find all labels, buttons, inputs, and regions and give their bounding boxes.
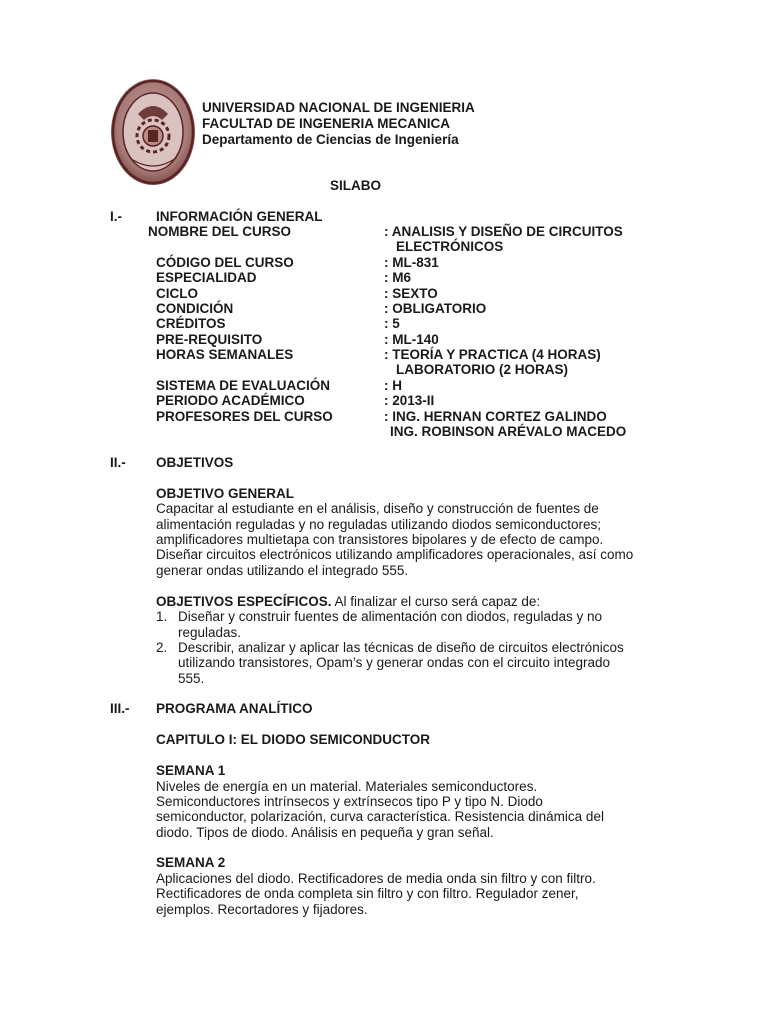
section-1-number: I.- <box>110 209 122 224</box>
field-label: PERIODO ACADÉMICO <box>156 393 305 408</box>
faculty-name: FACULTAD DE INGENERIA MECANICA <box>202 116 450 131</box>
field-value: : ING. HERNAN CORTEZ GALINDO <box>384 409 607 424</box>
field-value-cont: ING. ROBINSON ARÉVALO MACEDO <box>390 424 627 439</box>
list-item-line: Diseñar y construir fuentes de alimentación con diodos, reguladas y no <box>178 609 602 624</box>
week-line: diodo. Tipos de diodo. Análisis en pequeña y gran señal. <box>156 825 494 840</box>
university-seal-icon <box>110 78 196 186</box>
field-label: CICLO <box>156 286 198 301</box>
list-item-line: Describir, analizar y aplicar las técnicas de diseño de circuitos electrónicos <box>178 640 624 655</box>
field-value: : ANALISIS Y DISEÑO DE CIRCUITOS <box>384 224 623 239</box>
general-objective-line: Diseñar circuitos electrónicos utilizando amplificadores operacionales, así como <box>156 547 634 562</box>
week-line: Aplicaciones del diodo. Rectificadores de media onda sin filtro y con filtro. <box>156 871 596 886</box>
field-label: PRE-REQUISITO <box>156 332 263 347</box>
field-value: : 5 <box>384 316 400 331</box>
field-label: NOMBRE DEL CURSO <box>148 224 292 239</box>
week-title: SEMANA 2 <box>156 855 226 870</box>
specific-objectives-title: OBJETIVOS ESPECÍFICOS. <box>156 594 332 609</box>
general-objective-title: OBJETIVO GENERAL <box>156 486 295 501</box>
list-item-line: reguladas. <box>178 625 242 640</box>
specific-objectives-heading <box>156 594 540 609</box>
chapter-title: CAPITULO I: EL DIODO SEMICONDUCTOR <box>156 732 431 747</box>
field-value: : ML-140 <box>384 332 439 347</box>
section-2-number: II.- <box>110 455 126 470</box>
field-label: CRÉDITOS <box>156 316 226 331</box>
week-title: SEMANA 1 <box>156 763 226 778</box>
field-label: HORAS SEMANALES <box>156 347 294 362</box>
field-value: : M6 <box>384 270 411 285</box>
field-label: CONDICIÓN <box>156 301 234 316</box>
field-label: ESPECIALIDAD <box>156 270 257 285</box>
general-objective-line: Capacitar al estudiante en el análisis, diseño y construcción de fuentes de <box>156 501 599 516</box>
week-line: Niveles de energía en un material. Materiales semiconductores. <box>156 779 538 794</box>
week-line: Rectificadores de onda completa sin filtro y con filtro. Regulador zener, <box>156 886 579 901</box>
list-item-line: 555. <box>178 671 205 686</box>
field-value: : TEORÍA Y PRACTICA (4 HORAS) <box>384 347 601 362</box>
section-3-number: III.- <box>110 701 130 716</box>
field-value: : SEXTO <box>384 286 438 301</box>
week-line: semiconductor, polarización, curva característica. Resistencia dinámica del <box>156 809 604 824</box>
field-value-cont: LABORATORIO (2 HORAS) <box>396 362 568 377</box>
field-value: : OBLIGATORIO <box>384 301 487 316</box>
list-item-number: 1. <box>156 609 168 624</box>
field-value: : H <box>384 378 402 393</box>
doc-title: SILABO <box>330 178 382 193</box>
general-objective-line: alimentación reguladas y no reguladas utilizando diodos semiconductores; <box>156 517 602 532</box>
university-name: UNIVERSIDAD NACIONAL DE INGENIERIA <box>202 100 475 115</box>
specific-objectives-intro: Al finalizar el curso será capaz de: <box>331 594 541 609</box>
field-label: CÓDIGO DEL CURSO <box>156 255 294 270</box>
department-name: Departamento de Ciencias de Ingeniería <box>202 132 459 147</box>
section-3-title: PROGRAMA ANALÍTICO <box>156 701 313 716</box>
week-line: Semiconductores intrínsecos y extrínsecos tipo P y tipo N. Diodo <box>156 794 543 809</box>
list-item-number: 2. <box>156 640 168 655</box>
field-label: SISTEMA DE EVALUACIÓN <box>156 378 331 393</box>
list-item-line: utilizando transistores, Opam’s y generar ondas con el circuito integrado <box>178 655 610 670</box>
field-label: PROFESORES DEL CURSO <box>156 409 333 424</box>
general-objective-line: generar ondas utilizando el integrado 555. <box>156 563 409 578</box>
field-value: : 2013-II <box>384 393 435 408</box>
section-2-title: OBJETIVOS <box>156 455 234 470</box>
week-line: ejemplos. Recortadores y fijadores. <box>156 902 368 917</box>
field-value: : ML-831 <box>384 255 439 270</box>
section-1-title: INFORMACIÓN GENERAL <box>156 209 323 224</box>
general-objective-line: amplificadores multietapa con transistores bipolares y de efecto de campo. <box>156 532 604 547</box>
field-value-cont: ELECTRÓNICOS <box>396 239 504 254</box>
